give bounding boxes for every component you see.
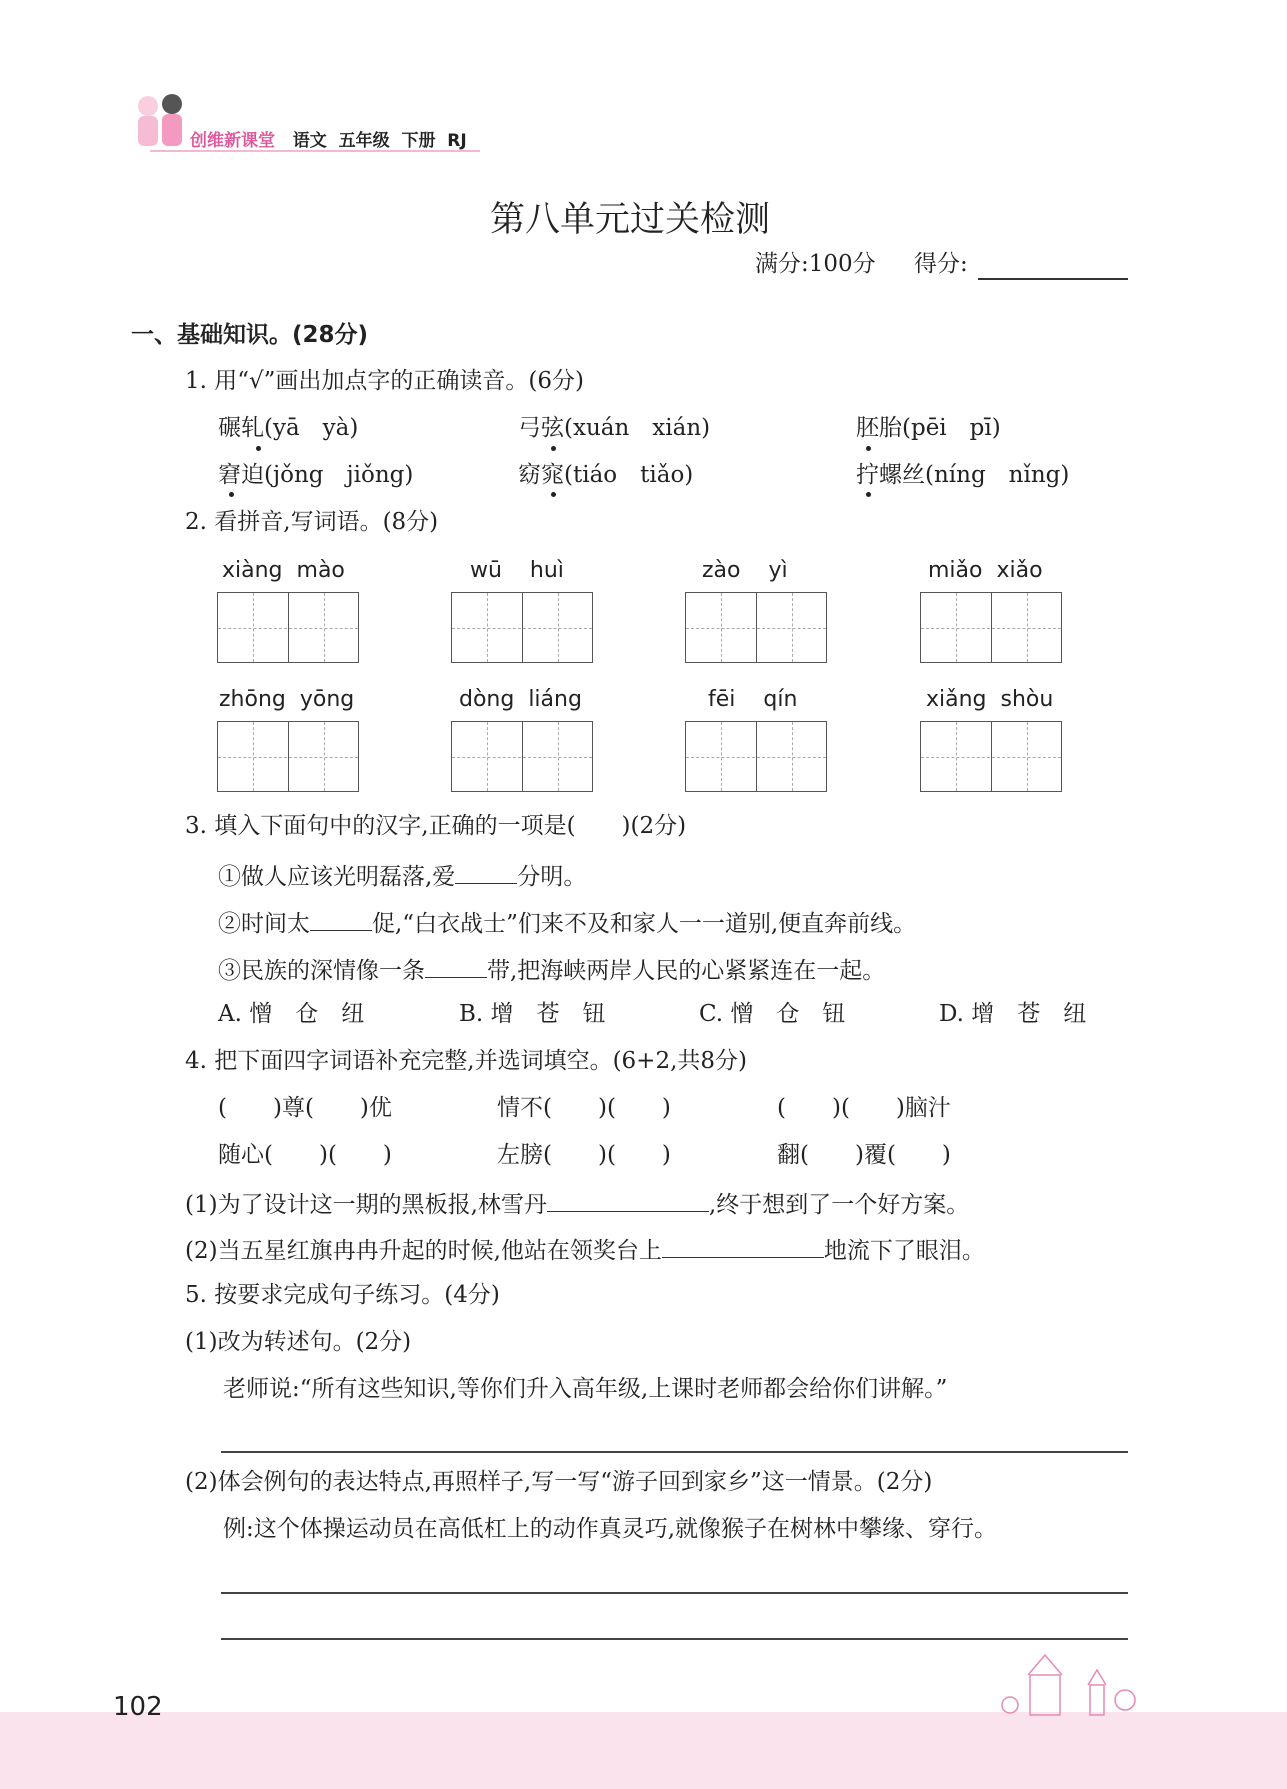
emphasis-dot: [551, 446, 556, 451]
q1-item: 碾轧(yā yà): [218, 415, 359, 441]
q1-item: 胚胎(pēi pī): [856, 415, 1001, 441]
page-number: 102: [113, 1692, 163, 1722]
q3-stem: 3. 填入下面句中的汉字,正确的一项是( )(2分): [185, 813, 687, 839]
score-blank[interactable]: [978, 278, 1128, 280]
cartoon-kids-icon: [128, 88, 198, 158]
writing-box[interactable]: [451, 592, 593, 663]
pinyin: dòng liáng: [459, 687, 582, 712]
pinyin: xiǎng shòu: [926, 687, 1054, 712]
section-heading: 一、基础知识。(28分): [131, 322, 369, 348]
fill-blank[interactable]: [310, 910, 372, 931]
q3-sentence-2: ②时间太 促,“白衣战士”们来不及和家人一一道别,便直奔前线。: [218, 911, 917, 937]
q3-option-b[interactable]: B. 增 苍 钮: [459, 1001, 606, 1027]
q1-item: 拧螺丝(níng nǐng): [856, 462, 1070, 488]
q3-sentence-1: ①做人应该光明磊落,爱 分明。: [218, 864, 587, 890]
page-title: 第八单元过关检测: [489, 200, 770, 240]
writing-box[interactable]: [685, 592, 827, 663]
emphasis-dot: [229, 492, 234, 497]
writing-box[interactable]: [451, 721, 593, 792]
pinyin: xiàng mào: [222, 558, 345, 583]
emphasis-dot: [551, 492, 556, 497]
q3-option-d[interactable]: D. 增 苍 纽: [939, 1001, 1087, 1027]
q1-item: 窘迫(jǒng jiǒng): [218, 462, 414, 488]
writing-box[interactable]: [217, 592, 359, 663]
writing-box[interactable]: [920, 721, 1062, 792]
book-header: [190, 126, 467, 151]
idiom: 情不( )( ): [497, 1095, 671, 1121]
fill-blank[interactable]: [425, 957, 487, 978]
writing-box[interactable]: [217, 721, 359, 792]
q5-sentence: 老师说:“所有这些知识,等你们升入高年级,上课时老师都会给你们讲解。”: [223, 1376, 948, 1402]
q5-part-1: (1)改为转述句。(2分): [185, 1329, 412, 1355]
edition: RJ: [447, 131, 467, 151]
idiom: 随心( )( ): [218, 1142, 392, 1168]
idiom: ( )尊( )优: [218, 1095, 392, 1121]
idiom: 翻( )覆( ): [777, 1142, 951, 1168]
pinyin: wū huì: [470, 558, 564, 583]
q3-sentence-3: ③民族的深情像一条 带,把海峡两岸人民的心紧紧连在一起。: [218, 958, 886, 984]
q4-fill-1: (1)为了设计这一期的黑板报,林雪丹 ,终于想到了一个好方案。: [185, 1192, 970, 1218]
volume: 下册: [401, 131, 436, 151]
q5-part-2: (2)体会例句的表达特点,再照样子,写一写“游子回到家乡”这一情景。(2分): [185, 1469, 933, 1495]
q4-fill-2: (2)当五星红旗冉冉升起的时候,他站在领奖台上 地流下了眼泪。: [185, 1238, 985, 1264]
idiom: ( )( )脑汁: [777, 1095, 951, 1121]
emphasis-dot: [866, 492, 871, 497]
fill-blank[interactable]: [455, 863, 517, 884]
idiom: 左膀( )( ): [497, 1142, 671, 1168]
fill-blank[interactable]: [662, 1237, 824, 1258]
footer-band: [0, 1712, 1287, 1789]
writing-box[interactable]: [685, 721, 827, 792]
q2-stem: 2. 看拼音,写词语。(8分): [185, 509, 439, 535]
answer-line[interactable]: [221, 1451, 1128, 1453]
answer-line[interactable]: [221, 1638, 1128, 1640]
pinyin: zhōng yōng: [219, 687, 355, 712]
q4-stem: 4. 把下面四字词语补充完整,并选词填空。(6+2,共8分): [185, 1048, 747, 1074]
grade: 五年级: [338, 131, 390, 151]
answer-line[interactable]: [221, 1592, 1128, 1594]
pinyin: fēi qín: [708, 687, 798, 712]
q3-option-a[interactable]: A. 憎 仓 纽: [218, 1001, 365, 1027]
subject: 语文: [292, 131, 327, 151]
pinyin: zào yì: [702, 558, 788, 583]
writing-box[interactable]: [920, 592, 1062, 663]
q1-item: 弓弦(xuán xián): [518, 415, 711, 441]
pinyin: miǎo xiǎo: [928, 558, 1043, 583]
q5-example: 例:这个体操运动员在高低杠上的动作真灵巧,就像猴子在树林中攀缘、穿行。: [223, 1516, 998, 1542]
score-label: 得分:: [914, 251, 968, 277]
emphasis-dot: [866, 446, 871, 451]
full-score: 满分:100分: [755, 251, 876, 277]
brand-name: 创维新课堂: [190, 131, 275, 151]
q1-item: 窈窕(tiáo tiǎo): [518, 462, 694, 488]
castle-decoration-icon: [990, 1650, 1170, 1718]
q5-stem: 5. 按要求完成句子练习。(4分): [185, 1282, 500, 1308]
fill-blank[interactable]: [547, 1191, 709, 1212]
q1-stem: 1. 用“√”画出加点字的正确读音。(6分): [185, 368, 585, 394]
emphasis-dot: [256, 446, 261, 451]
q3-option-c[interactable]: C. 憎 仓 钮: [699, 1001, 846, 1027]
